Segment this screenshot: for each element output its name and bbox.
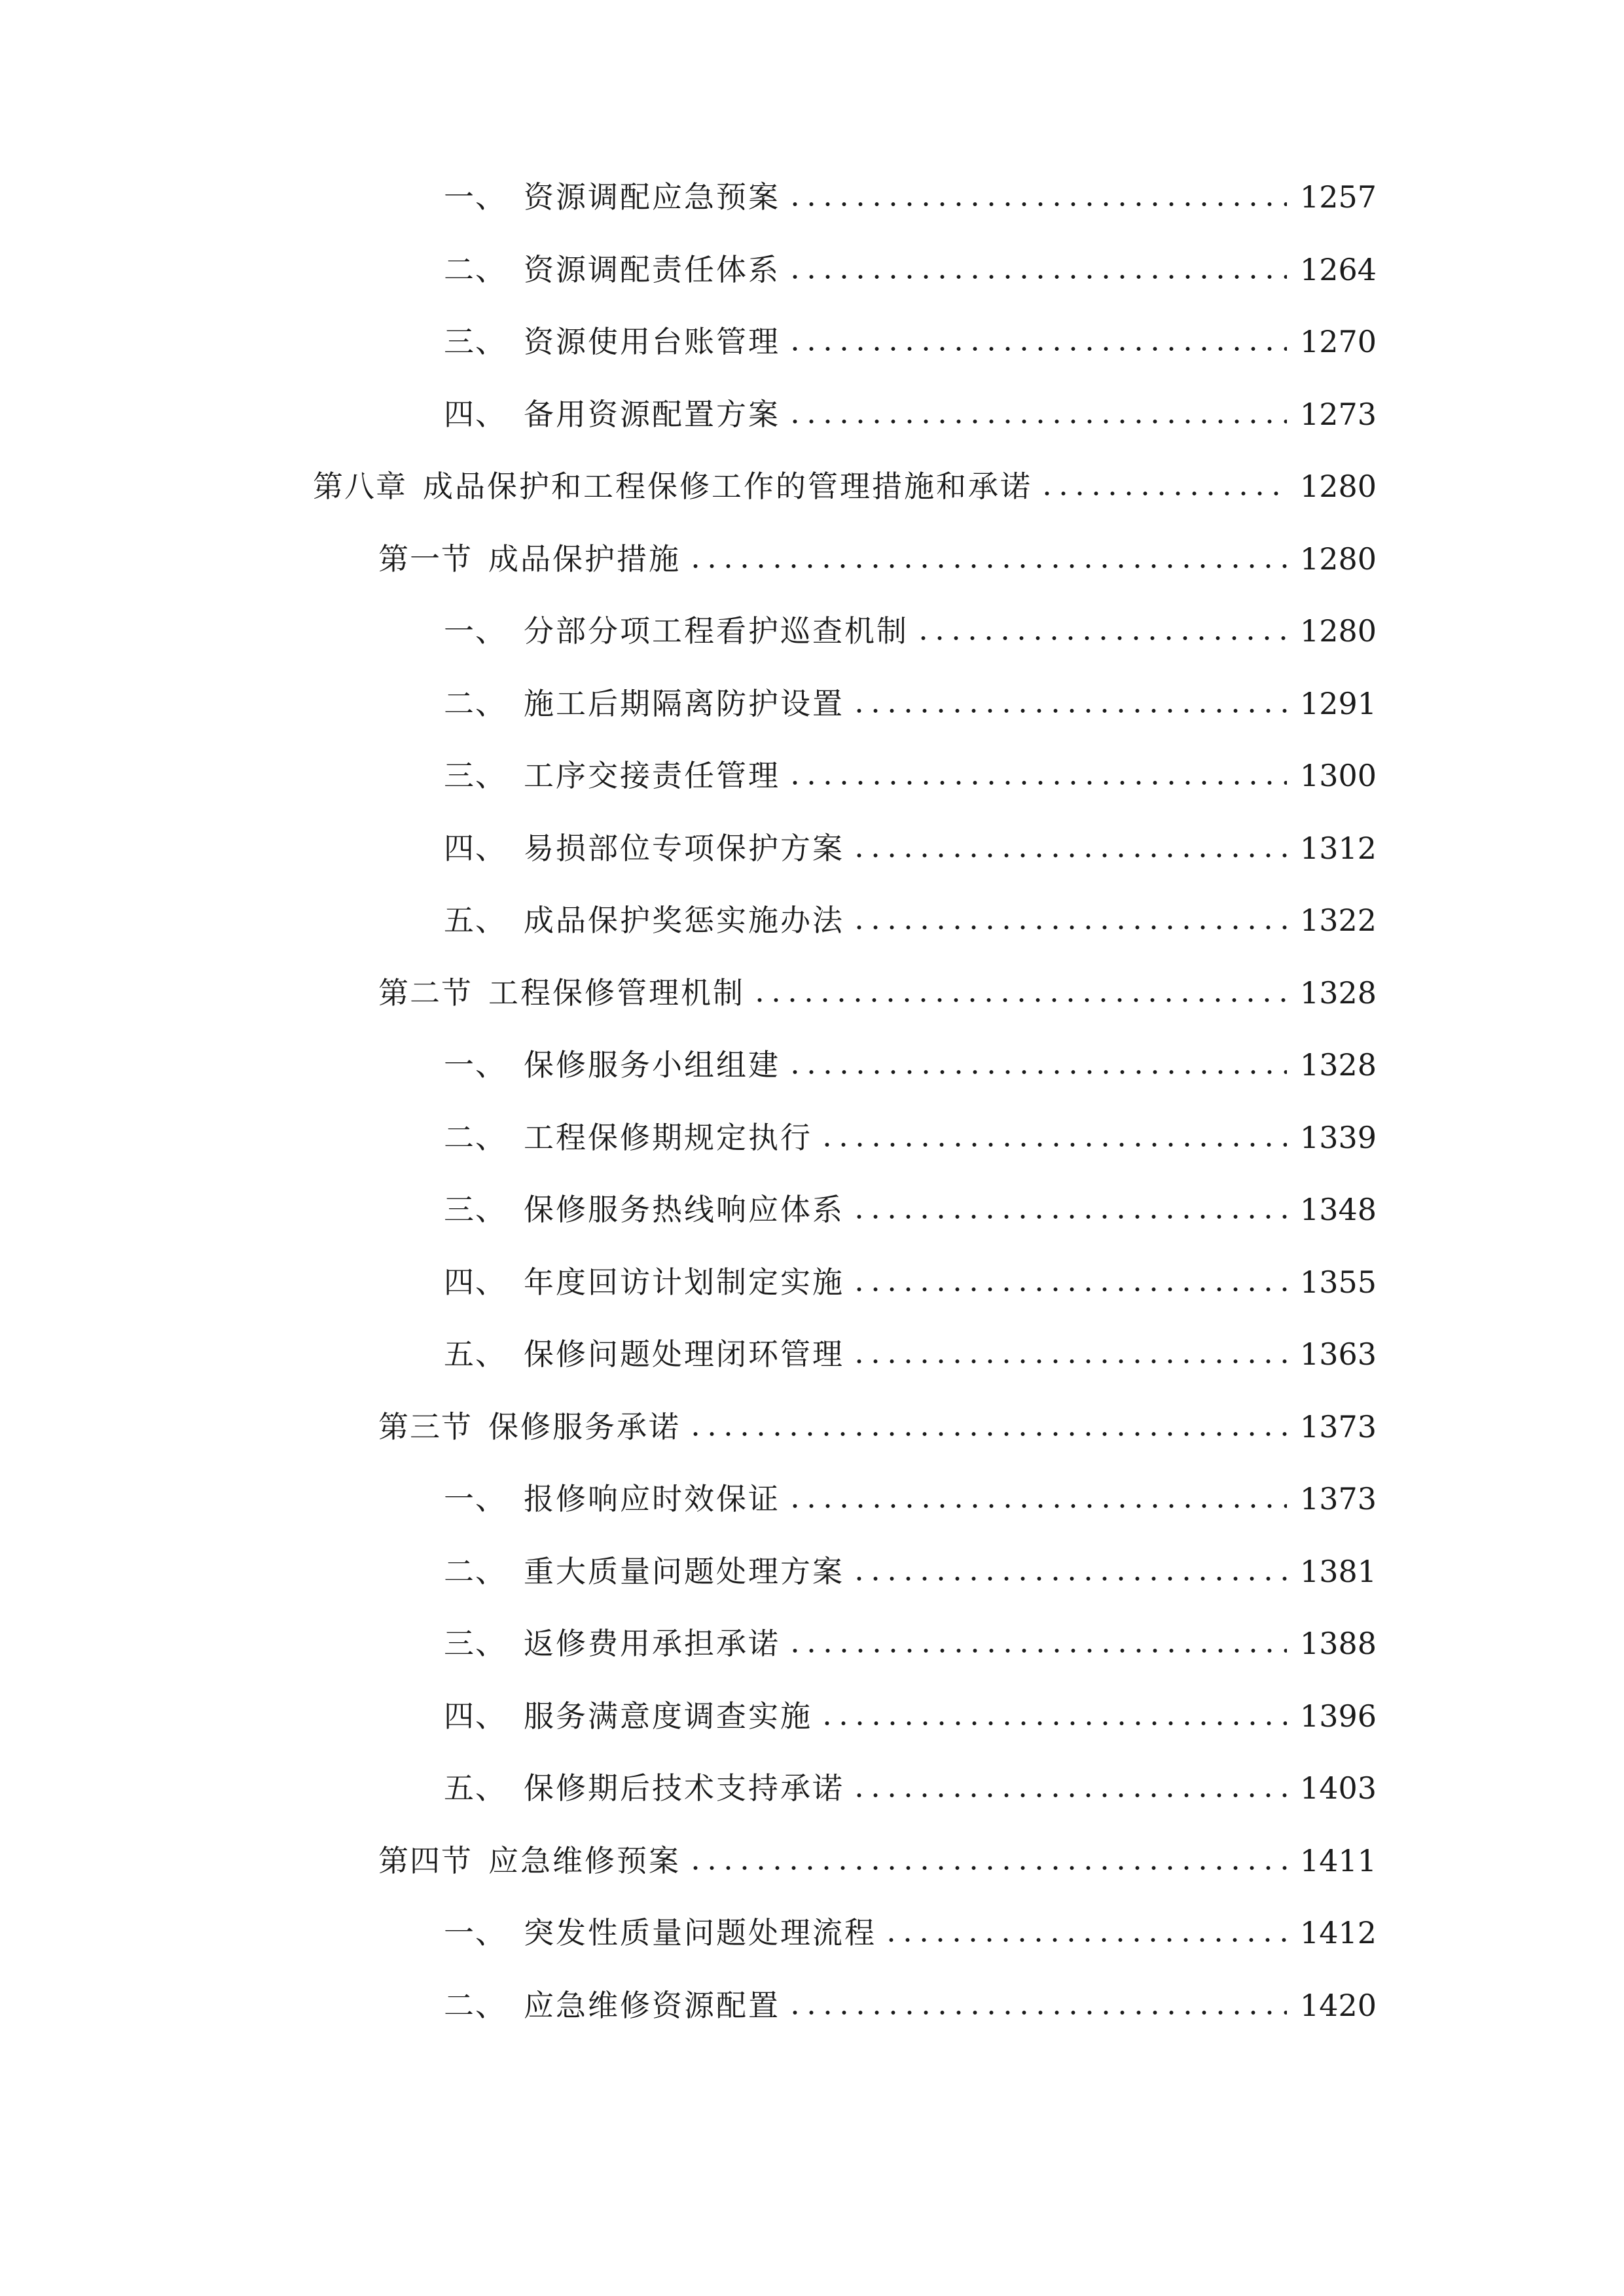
toc-entry-page-number: 1328	[1299, 1047, 1377, 1083]
toc-entry-title: 保修服务承诺	[488, 1408, 681, 1444]
toc-entry-item[interactable]	[444, 319, 1377, 365]
toc-dot-leader	[819, 1720, 1287, 1727]
toc-entry-page-number: 1264	[1299, 251, 1377, 287]
toc-entry-number: 五、	[444, 1336, 507, 1372]
toc-dot-leader	[915, 635, 1287, 641]
toc-entry-page-number: 1270	[1299, 324, 1377, 359]
toc-entry-item[interactable]	[444, 391, 1377, 437]
toc-dot-leader	[851, 1286, 1287, 1293]
toc-entry-number: 一、	[444, 1047, 507, 1083]
toc-entry-item[interactable]	[444, 897, 1377, 943]
toc-entry-title: 资源调配责任体系	[524, 251, 780, 287]
toc-entry-title: 返修费用承担承诺	[524, 1626, 780, 1661]
toc-entry-section[interactable]	[378, 1838, 1377, 1884]
toc-dot-leader	[687, 1431, 1287, 1437]
toc-entry-title: 成品保护措施	[488, 541, 681, 577]
toc-entry-number: 二、	[444, 1987, 507, 2023]
toc-entry-page-number: 1291	[1299, 685, 1377, 721]
toc-entry-item[interactable]	[444, 1187, 1377, 1232]
toc-dot-leader	[1039, 490, 1287, 497]
toc-entry-page-number: 1373	[1299, 1481, 1377, 1516]
toc-entry-title: 成品保护和工程保修工作的管理措施和承诺	[423, 469, 1032, 504]
toc-dot-leader	[851, 1575, 1287, 1582]
toc-entry-title: 保修服务热线响应体系	[524, 1192, 844, 1227]
toc-entry-item[interactable]	[444, 1476, 1377, 1522]
toc-entry-number: 四、	[444, 830, 507, 866]
toc-dot-leader	[851, 1792, 1287, 1799]
toc-entry-page-number: 1403	[1299, 1770, 1377, 1806]
toc-entry-page-number: 1280	[1299, 469, 1377, 504]
toc-entry-title: 资源使用台账管理	[524, 324, 780, 359]
toc-entry-item[interactable]	[444, 174, 1377, 220]
toc-dot-leader	[787, 346, 1287, 352]
toc-entry-item[interactable]	[444, 825, 1377, 871]
toc-entry-page-number: 1328	[1299, 975, 1377, 1011]
toc-entry-page-number: 1355	[1299, 1264, 1377, 1300]
toc-dot-leader	[751, 997, 1287, 1003]
toc-entry-number: 第四节	[378, 1842, 473, 1878]
toc-entry-number: 四、	[444, 1264, 507, 1300]
toc-entry-page-number: 1373	[1299, 1408, 1377, 1444]
toc-entry-page-number: 1273	[1299, 396, 1377, 432]
toc-entry-item[interactable]	[444, 1693, 1377, 1739]
toc-entry-title: 保修问题处理闭环管理	[524, 1336, 844, 1372]
toc-entry-number: 一、	[444, 613, 507, 649]
toc-entry-number: 二、	[444, 1553, 507, 1589]
toc-dot-leader	[787, 274, 1287, 280]
toc-entry-page-number: 1411	[1299, 1842, 1377, 1878]
toc-entry-item[interactable]	[444, 1115, 1377, 1160]
toc-entry-item[interactable]	[444, 1549, 1377, 1594]
toc-dot-leader	[787, 418, 1287, 425]
toc-entry-page-number: 1257	[1299, 179, 1377, 215]
toc-dot-leader	[687, 1865, 1287, 1871]
toc-entry-title: 分部分项工程看护巡查机制	[524, 613, 909, 649]
toc-entry-title: 成品保护奖惩实施办法	[524, 903, 844, 938]
toc-entry-number: 三、	[444, 1192, 507, 1227]
toc-entry-page-number: 1339	[1299, 1119, 1377, 1155]
toc-entry-number: 第三节	[378, 1408, 473, 1444]
toc-entry-number: 三、	[444, 758, 507, 793]
toc-entry-page-number: 1412	[1299, 1915, 1377, 1950]
toc-entry-number: 三、	[444, 324, 507, 359]
toc-dot-leader	[787, 1647, 1287, 1654]
toc-dot-leader	[787, 201, 1287, 207]
toc-entry-number: 一、	[444, 1481, 507, 1516]
toc-entry-item[interactable]	[444, 247, 1377, 293]
toc-dot-leader	[787, 1069, 1287, 1075]
toc-dot-leader	[787, 2009, 1287, 2016]
toc-entry-chapter[interactable]	[313, 463, 1377, 509]
toc-entry-item[interactable]	[444, 608, 1377, 654]
toc-entry-page-number: 1322	[1299, 903, 1377, 938]
toc-entry-page-number: 1300	[1299, 758, 1377, 793]
toc-dot-leader	[851, 852, 1287, 859]
toc-dot-leader	[883, 1937, 1287, 1943]
toc-entry-page-number: 1363	[1299, 1336, 1377, 1372]
toc-entry-title: 工程保修期规定执行	[524, 1119, 812, 1155]
toc-entry-number: 一、	[444, 179, 507, 215]
toc-entry-page-number: 1280	[1299, 541, 1377, 577]
toc-dot-leader	[851, 1358, 1287, 1365]
toc-entry-section[interactable]	[378, 970, 1377, 1016]
toc-entry-title: 应急维修资源配置	[524, 1987, 780, 2023]
toc-entry-page-number: 1280	[1299, 613, 1377, 649]
toc-entry-item[interactable]	[444, 681, 1377, 726]
toc-entry-title: 易损部位专项保护方案	[524, 830, 844, 866]
toc-entry-number: 五、	[444, 903, 507, 938]
toc-entry-item[interactable]	[444, 753, 1377, 798]
toc-entry-title: 资源调配应急预案	[524, 179, 780, 215]
toc-entry-item[interactable]	[444, 1259, 1377, 1305]
toc-entry-title: 施工后期隔离防护设置	[524, 685, 844, 721]
toc-dot-leader	[851, 708, 1287, 714]
toc-entry-title: 保修期后技术支持承诺	[524, 1770, 844, 1806]
toc-entry-number: 三、	[444, 1626, 507, 1661]
toc-entry-title: 年度回访计划制定实施	[524, 1264, 844, 1300]
toc-entry-item[interactable]	[444, 1765, 1377, 1811]
toc-entry-title: 重大质量问题处理方案	[524, 1553, 844, 1589]
toc-entry-title: 突发性质量问题处理流程	[524, 1915, 876, 1950]
toc-dot-leader	[851, 1213, 1287, 1220]
toc-entry-page-number: 1396	[1299, 1698, 1377, 1734]
toc-dot-leader	[819, 1141, 1287, 1148]
toc-entry-number: 一、	[444, 1915, 507, 1950]
toc-entry-title: 备用资源配置方案	[524, 396, 780, 432]
toc-entry-number: 二、	[444, 251, 507, 287]
toc-entry-title: 保修服务小组组建	[524, 1047, 780, 1083]
toc-entry-title: 应急维修预案	[488, 1842, 681, 1878]
toc-entry-number: 五、	[444, 1770, 507, 1806]
toc-entry-section[interactable]	[378, 536, 1377, 582]
toc-entry-page-number: 1420	[1299, 1987, 1377, 2023]
toc-dot-leader	[787, 1503, 1287, 1509]
toc-entry-item[interactable]	[444, 1042, 1377, 1088]
toc-entry-page-number: 1348	[1299, 1192, 1377, 1227]
toc-entry-item[interactable]	[444, 1621, 1377, 1666]
toc-entry-number: 二、	[444, 685, 507, 721]
toc-entry-number: 四、	[444, 1698, 507, 1734]
toc-entry-title: 报修响应时效保证	[524, 1481, 780, 1516]
toc-entry-number: 二、	[444, 1119, 507, 1155]
toc-entry-page-number: 1312	[1299, 830, 1377, 866]
toc-entry-section[interactable]	[378, 1404, 1377, 1450]
toc-entry-item[interactable]	[444, 1331, 1377, 1377]
toc-entry-title: 服务满意度调查实施	[524, 1698, 812, 1734]
toc-entry-item[interactable]	[444, 1910, 1377, 1956]
toc-entry-number: 第二节	[378, 975, 473, 1011]
toc-entry-title: 工序交接责任管理	[524, 758, 780, 793]
toc-entry-page-number: 1381	[1299, 1553, 1377, 1589]
toc-entry-number: 第八章	[313, 469, 407, 504]
toc-dot-leader	[851, 924, 1287, 931]
toc-entry-item[interactable]	[444, 1982, 1377, 2028]
toc-entry-number: 第一节	[378, 541, 473, 577]
toc-dot-leader	[687, 563, 1287, 569]
toc-entry-page-number: 1388	[1299, 1626, 1377, 1661]
toc-dot-leader	[787, 780, 1287, 786]
toc-entry-title: 工程保修管理机制	[488, 975, 745, 1011]
toc-entry-number: 四、	[444, 396, 507, 432]
